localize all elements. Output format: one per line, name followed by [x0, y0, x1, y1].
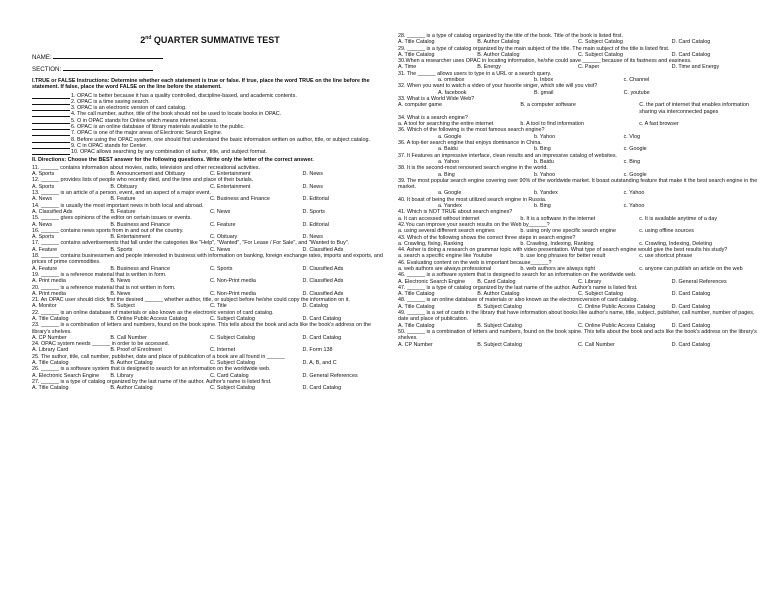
answer-option[interactable]: B. News — [110, 278, 131, 285]
statement-text: 5. O in OPAC stands for Online which means internet access. — [71, 117, 218, 124]
answer-option[interactable]: D. Editorial — [302, 196, 329, 203]
statement-text: 8. Before using the OPAC system, one should first understand the basic information written on author, title, or subject catalog. — [71, 136, 370, 143]
answer-option[interactable]: B. Sports — [110, 246, 133, 253]
answer-options — [398, 190, 758, 196]
answer-option[interactable]: a. Google — [438, 133, 462, 140]
question-text: 46. ______ is a software system that is designed to search for an information on the worldwide web. — [398, 272, 637, 279]
answer-option[interactable]: B. Business and Finance — [110, 265, 170, 272]
answer-option[interactable]: b. use long phrases for better result — [520, 253, 606, 260]
answer-option[interactable]: C. Card Catalog — [209, 372, 249, 379]
answer-option[interactable]: A. Title Catalog — [32, 385, 69, 392]
answer-option[interactable]: D. News — [302, 234, 323, 241]
answer-option[interactable]: a. search a specific engine like Youtube — [398, 253, 493, 260]
statement-text: 3. OPAC is an electronic version of card catalog. — [71, 105, 187, 112]
question-text: 24. OPAC system needs ______ in order to be accessed. — [32, 341, 170, 348]
answer-option[interactable]: a. Google — [438, 190, 462, 197]
answer-option[interactable]: D. Card Catalog — [302, 315, 342, 322]
answer-option[interactable]: A. Print media — [32, 278, 66, 285]
answer-option[interactable]: b. A tool to find information — [520, 121, 584, 128]
question-text: 29. ______ is a type of catalog organized by the main subject of the title. The main subject of the title is listed first. — [398, 45, 670, 52]
answer-option[interactable]: a. Bing — [438, 171, 455, 178]
answer-option[interactable]: c. anyone can publish an article on the web — [639, 265, 743, 272]
answer-option[interactable]: B. Online Public Access Catalog — [110, 315, 188, 322]
answer-option[interactable]: A. Electronic Search Engine — [32, 372, 100, 379]
answer-option[interactable]: a. web authors are always professional — [398, 265, 492, 272]
answer-option[interactable]: C. Obituary — [209, 234, 238, 241]
name-label: NAME: — [32, 54, 52, 61]
answer-blank[interactable] — [32, 105, 70, 111]
answer-options — [32, 347, 388, 353]
part2-instruction: II. Directions: Choose the BEST answer for the following questions. Write only the letter of the correct answer. — [32, 156, 314, 163]
answer-blank[interactable] — [32, 124, 70, 130]
answer-option[interactable]: D. Classified Ads — [302, 290, 344, 297]
question-text: 49. ______ is a set of cards in the library that have information about books like author's name, title, subject, publisher, call number, number of pages, date and place of publication. — [398, 310, 755, 323]
answer-option[interactable]: c. Crawling, Indexing, Deleting — [639, 240, 712, 247]
question-text: 34. What is a search engine? — [398, 114, 468, 121]
question-text: 26. ______ is a software system that is designed to search for an information on the worldwide web. — [32, 366, 271, 373]
answer-option[interactable]: A. computer game — [398, 102, 443, 109]
answer-option[interactable]: D. News — [302, 171, 323, 178]
answer-option[interactable]: A. Monitor — [32, 303, 57, 310]
answer-option[interactable]: A. Sports — [32, 171, 55, 178]
answer-option[interactable]: D. Form 138 — [302, 347, 333, 354]
answer-options — [32, 303, 388, 309]
true-false-item — [32, 149, 388, 155]
answer-option[interactable]: A. facebook — [438, 89, 467, 96]
answer-options — [398, 39, 758, 45]
answer-option[interactable]: B. Energy — [477, 64, 501, 71]
answer-option[interactable]: C. Internet — [209, 347, 236, 354]
answer-option[interactable]: c. Vlog — [623, 133, 641, 140]
answer-option[interactable]: B. Author Catalog — [110, 360, 153, 367]
answer-option[interactable]: b. Baidu — [534, 158, 554, 165]
answer-option[interactable]: b. It is a software in the internet — [520, 215, 596, 222]
answer-option[interactable]: B. Proof of Enrolment — [110, 347, 162, 354]
answer-option[interactable]: D. Card Catalog — [671, 341, 711, 348]
answer-option[interactable]: D. Editorial — [302, 221, 329, 228]
answer-option[interactable]: c. Bing — [623, 158, 641, 165]
answer-option[interactable]: B. Author Catalog — [477, 51, 520, 58]
question-text: 13. ______ is an article of a person, event, and an aspect of a major event. — [32, 190, 211, 197]
answer-option[interactable]: A. Electronic Search Engine — [398, 278, 466, 285]
left-column — [32, 33, 388, 392]
statement-text: 4. The call number, author, title of the book should not be used to locate books in OPAC. — [71, 111, 282, 118]
answer-options — [32, 385, 388, 391]
answer-option[interactable]: C. Subject Catalog — [577, 51, 623, 58]
answer-option[interactable]: C. Sports — [209, 265, 233, 272]
question-text: 17. ______ contains advertisements that fall under the categories like "Help", "Wanted", "For Lease / For Sale", and "Wanted to Buy". — [32, 240, 350, 247]
answer-option[interactable]: D. A, B, and C — [302, 360, 337, 367]
answer-option[interactable]: A. Title Catalog — [32, 360, 69, 367]
answer-option[interactable]: a. using several different search engines — [398, 228, 495, 235]
answer-option[interactable]: D. Card Catalog — [302, 334, 342, 341]
answer-option[interactable]: b. Inbox — [534, 77, 554, 84]
question-text: 38. It is the second-most renowned search engine in the world. — [398, 165, 548, 172]
answer-option[interactable]: B. Obituary — [110, 183, 138, 190]
answer-option[interactable]: C. Business and Finance — [209, 196, 270, 203]
answer-option[interactable]: C. News — [209, 246, 231, 253]
question-text: 16. ______ contains news sports from in and out of the country. — [32, 227, 184, 234]
answer-option[interactable]: B. Entertainment — [110, 234, 151, 241]
answer-option[interactable]: D. Card Catalog — [671, 303, 711, 310]
answer-blank[interactable] — [32, 118, 70, 124]
question-text: 41. Which is NOT TRUE about search engines? — [398, 209, 513, 216]
answer-option[interactable]: B. Library — [110, 372, 134, 379]
section-input-line[interactable] — [63, 64, 153, 71]
part1-instruction: I.TRUE or FALSE Instructions: Determine whether each statement is true or false. If true, place the word TRUE on the line before the statement. If false, place the word FALSE on the line before the statement. — [32, 78, 370, 91]
answer-option[interactable]: A. Print media — [32, 290, 66, 297]
answer-option[interactable]: C. Paper — [577, 64, 600, 71]
question-text: 47. ______ is a type of catalog organized by the last name of the author. Author's name is listed first. — [398, 284, 638, 291]
answer-options — [398, 342, 758, 348]
answer-option[interactable]: B. gmail — [534, 89, 554, 96]
name-field — [32, 52, 388, 62]
answer-option[interactable]: C. News — [209, 208, 231, 215]
answer-option[interactable]: C. Subject Catalog — [577, 39, 623, 46]
answer-option[interactable]: D. Card Catalog — [671, 322, 711, 329]
answer-option[interactable]: A. News — [32, 221, 53, 228]
answer-option[interactable]: C. Entertainment — [209, 171, 251, 178]
answer-option[interactable]: D. News — [302, 183, 323, 190]
answer-option[interactable]: B. Card Catalog — [477, 278, 516, 285]
answer-option[interactable]: A. CP Number — [32, 334, 67, 341]
answer-option[interactable]: D. Classified Ads — [302, 246, 344, 253]
answer-options — [398, 172, 758, 178]
true-false-list — [32, 93, 388, 156]
answer-option[interactable]: A. Library Card — [32, 347, 69, 354]
question-text: 44. Asher is doing a research on grammar topic with video presentation. What type of search engine would give the best results his study? — [398, 247, 728, 254]
answer-option[interactable]: B. Subject Catalog — [477, 341, 522, 348]
name-input-line[interactable] — [53, 52, 163, 59]
answer-option[interactable]: A. Title Catalog — [32, 315, 69, 322]
statement-text: 2. OPAC is a time saving search. — [71, 98, 150, 105]
question-text: 37. It Features an impressive interface, clean results and an impressive catalog of websites. — [398, 152, 618, 159]
answer-option[interactable]: b. Bing — [534, 146, 551, 153]
answer-blank[interactable] — [32, 93, 70, 99]
answer-option[interactable]: C. Library — [577, 278, 602, 285]
question-text: 40. It boast of being the most utilized search engine in Russia. — [398, 196, 547, 203]
answer-option[interactable]: a. A tool for searching the entire internet — [398, 121, 494, 128]
question-text: 22. ______ is an online database of materials or also known as the electronic version of card catalog. — [32, 309, 274, 316]
answer-blank[interactable] — [32, 143, 70, 149]
answer-option[interactable]: B. Feature — [110, 208, 136, 215]
answer-options — [398, 279, 758, 285]
answer-option[interactable]: B. Announcement and Obituary — [110, 171, 186, 178]
answer-blank[interactable] — [32, 149, 70, 155]
question-text: 30.When a researcher uses OPAC in locating information, he/she could save ______ because of its fastness and easiness. — [398, 58, 692, 65]
answer-option[interactable]: c. use shortcut phrase — [639, 253, 693, 260]
answer-option[interactable]: C. Subject Catalog — [209, 360, 255, 367]
question-text: 36. Which of the following is the most famous search engine? — [398, 127, 545, 134]
answer-option[interactable]: c. Google — [623, 146, 647, 153]
answer-option[interactable]: b. Yahoo — [534, 171, 556, 178]
answer-option[interactable]: D. Time and Energy — [671, 64, 720, 71]
answer-option[interactable]: B. Feature — [110, 196, 136, 203]
question-text: 14. ______ is usually the most important news in both local and abroad. — [32, 202, 204, 209]
answer-blank[interactable] — [32, 137, 70, 143]
answer-option[interactable]: A. Title Catalog — [398, 303, 435, 310]
question-text: 23. ______ is a combination of letters and numbers, found on the book spine. This tells about the book and acts like the book's address on the library's shelves. — [32, 322, 371, 335]
answer-option[interactable]: a. Crawling, fixing, Ranking — [398, 240, 464, 247]
answer-option[interactable]: B. Subject Catalog — [477, 322, 522, 329]
answer-option[interactable]: B. Author Catalog — [477, 39, 520, 46]
answer-option[interactable]: D. Card Catalog — [671, 39, 711, 46]
answer-option[interactable]: c. Yahoo — [623, 203, 645, 210]
answer-options — [398, 146, 758, 152]
question-text: 28. ______ is a type of catalog organized by the title of the book. Title of the book is listed first. — [398, 33, 624, 39]
question-text: 27. ______ is a type of catalog organized by the last name of the author. Author's name is listed first. — [32, 378, 272, 385]
question-text: 36. A top-tier search engine that enjoys dominance in China. — [398, 140, 542, 147]
question-text: 11. ______ contains information about movies, radio, television and other recreational activities. — [32, 164, 260, 171]
answer-option[interactable]: c. using offline sources — [639, 228, 694, 235]
question-text: 39. The most popular search engine covering over 90% of the worldwide market. It boast outstanding feature that make it the best search engine in the market. — [398, 177, 758, 191]
answer-option[interactable]: A. News — [32, 196, 53, 203]
answer-option[interactable]: D. Card Catalog — [671, 51, 711, 58]
answer-option[interactable]: a. omnibox — [438, 77, 465, 84]
answer-option[interactable]: D. Classified Ads — [302, 278, 344, 285]
answer-option[interactable]: D. Sports — [302, 208, 325, 215]
statement-text: 7. OPAC is one of the major areas of Electronic Search Engine. — [71, 130, 223, 137]
answer-option[interactable]: C. Subject Catalog — [209, 315, 255, 322]
answer-option[interactable]: a. Yahoo — [438, 158, 460, 165]
answer-option[interactable]: c. Channel — [623, 77, 650, 84]
page-title: 2nd QUARTER SUMMATIVE TEST — [140, 35, 280, 45]
right-column — [398, 33, 758, 348]
multiple-choice-left — [32, 165, 388, 392]
answer-option[interactable]: B. Author Catalog — [110, 385, 153, 392]
answer-options — [398, 64, 758, 70]
statement-text: 1. OPAC is better because it has a quality controlled, discipline-based, and academic contents. — [71, 92, 297, 99]
answer-option[interactable]: B. Subject — [110, 303, 135, 310]
answer-options — [32, 266, 388, 272]
answer-option[interactable]: C. Title — [209, 303, 227, 310]
answer-option[interactable]: B. Call Number — [110, 334, 147, 341]
answer-option[interactable]: D. General References — [671, 278, 727, 285]
answer-option[interactable]: a. Yandex — [438, 203, 462, 210]
answer-option[interactable]: A. Time — [398, 64, 417, 71]
question-text: 18. ______ contains businessmen and people interested in business with information on banking, foreign exchange rates, imports and exports, and prices of prime commodities. — [32, 253, 383, 266]
answer-option[interactable]: B. Author Catalog — [477, 291, 520, 298]
answer-options — [398, 216, 758, 222]
statement-text: 6. OPAC is an online database of library materials available to the public. — [71, 124, 245, 131]
answer-options — [32, 278, 388, 284]
answer-option[interactable]: b. Yandex — [534, 190, 558, 197]
answer-option[interactable]: C. Entertainment — [209, 183, 251, 190]
answer-blank[interactable] — [32, 130, 70, 136]
question-text: 50. ______ is a combination of letters and numbers, found on the book spine. This tells about the book and acts like the book's address on the library's shelves. — [398, 328, 757, 342]
answer-option[interactable]: b. using only one specific search engine — [520, 228, 616, 235]
answer-options — [32, 222, 388, 228]
answer-options — [32, 196, 388, 202]
question-text: 15. ______ gives opinions of the editor on certain issues or events. — [32, 215, 192, 222]
answer-option[interactable]: b. web authors are always right — [520, 265, 595, 272]
section-label: SECTION: — [32, 66, 62, 73]
answer-option[interactable]: A. Sports — [32, 183, 55, 190]
answer-option[interactable]: c. Google — [623, 171, 647, 178]
answer-option[interactable]: A. Feature — [32, 246, 58, 253]
answer-option[interactable]: a. It can accessed without internet — [398, 215, 480, 222]
question-text: 25. The author, title, call number, publisher, date and place of publication of a book are all found in ______ — [32, 353, 285, 360]
answer-option[interactable]: C. Subject Catalog — [209, 385, 255, 392]
answer-option[interactable]: D. General References — [302, 372, 358, 379]
answer-option[interactable]: C. Call Number — [577, 341, 615, 348]
answer-option[interactable]: A. Title Catalog — [398, 291, 435, 298]
answer-option[interactable]: D. Card Catalog — [671, 291, 711, 298]
answer-option[interactable]: A. Feature — [32, 265, 58, 272]
question-text: 19. ______ is a reference material that is written in form. — [32, 271, 167, 278]
answer-option[interactable]: B. a computer software — [520, 102, 576, 109]
answer-option[interactable]: A. Title Catalog — [398, 51, 435, 58]
question-text: 12. ______ provides lists of people who recently died, and the time and place of their burials. — [32, 177, 254, 184]
answer-option[interactable]: D. Classified Ads — [302, 265, 344, 272]
answer-option[interactable]: D. Catalog — [302, 303, 328, 310]
answer-blank[interactable] — [32, 99, 70, 105]
question-text: 20. ______ is a reference material that is not written in form. — [32, 284, 176, 291]
answer-options — [398, 253, 758, 259]
answer-option[interactable]: A. CP Number — [398, 341, 433, 348]
answer-option[interactable]: B. News — [110, 290, 131, 297]
answer-option[interactable]: C. Online Public Access Catalog — [577, 322, 656, 329]
answer-option[interactable]: C. Non-Print media — [209, 290, 256, 297]
question-text: 21. An OPAC user should click first the desired ______ whether author, title, or subject before he/she could copy the information on it. — [32, 297, 350, 304]
question-text: 33. What is a World Wide Web? — [398, 95, 475, 102]
answer-options — [398, 228, 758, 234]
answer-option[interactable]: D. Card Catalog — [302, 385, 342, 392]
answer-option[interactable]: A. Sports — [32, 234, 55, 241]
answer-option[interactable]: A. Title Catalog — [398, 322, 435, 329]
multiple-choice-right — [398, 33, 758, 348]
section-field — [32, 64, 388, 74]
answer-option[interactable]: b. Bing — [534, 203, 551, 210]
answer-option[interactable]: C. Non-Print media — [209, 278, 256, 285]
answer-option[interactable]: A. Classified Ads — [32, 208, 73, 215]
answer-option[interactable]: C. Subject Catalog — [209, 334, 255, 341]
question-text: 48. ______ is an online database of materials or also known as the electronicversion of card catalog. — [398, 297, 639, 304]
answer-option[interactable]: c. Yahoo — [623, 190, 645, 197]
question-text: 43. Which of the following shows the correct three steps in search engine? — [398, 234, 576, 241]
question-text: 42.You can improve your search results on the Web by______? — [398, 221, 550, 228]
statement-text: 9. C in OPAC stands for Center. — [71, 142, 147, 149]
answer-option[interactable]: A. Title Catalog — [398, 39, 435, 46]
question-text: 31. The ______ allows users to type in a URL or a search query. — [398, 70, 552, 77]
answer-option[interactable]: c. A fast browser — [639, 121, 679, 128]
answer-option[interactable]: C. Subject Catalog — [577, 291, 623, 298]
statement-text: 10. OPAC allows searching by any combination of author, title, and subject format. — [71, 149, 267, 156]
answer-blank[interactable] — [32, 111, 70, 117]
answer-option[interactable]: C. the part of internet that enables information sharing via interconnected pages — [639, 102, 749, 115]
answer-option[interactable]: b. Crawling, Indexing, Ranking — [520, 240, 594, 247]
answer-option[interactable]: b. Yahoo — [534, 133, 556, 140]
answer-option[interactable]: a. Baidu — [438, 146, 458, 153]
question-text: 46. Evaluating content on the web is important because______? — [398, 259, 552, 266]
answer-option[interactable]: C. Online Public Access Catalog — [577, 303, 656, 310]
answer-option[interactable]: c. It is available anytime of a day — [639, 215, 718, 222]
answer-option[interactable]: C. youtube — [623, 89, 650, 96]
question-text: 32. When you want to watch a video of your favorite singer, which site will you visit? — [398, 83, 598, 90]
answer-option[interactable]: B. Subject Catalog — [477, 303, 522, 310]
answer-options — [398, 102, 758, 115]
answer-option[interactable]: C. Feature — [209, 221, 236, 228]
answer-option[interactable]: B. Business and Finance — [110, 221, 170, 228]
